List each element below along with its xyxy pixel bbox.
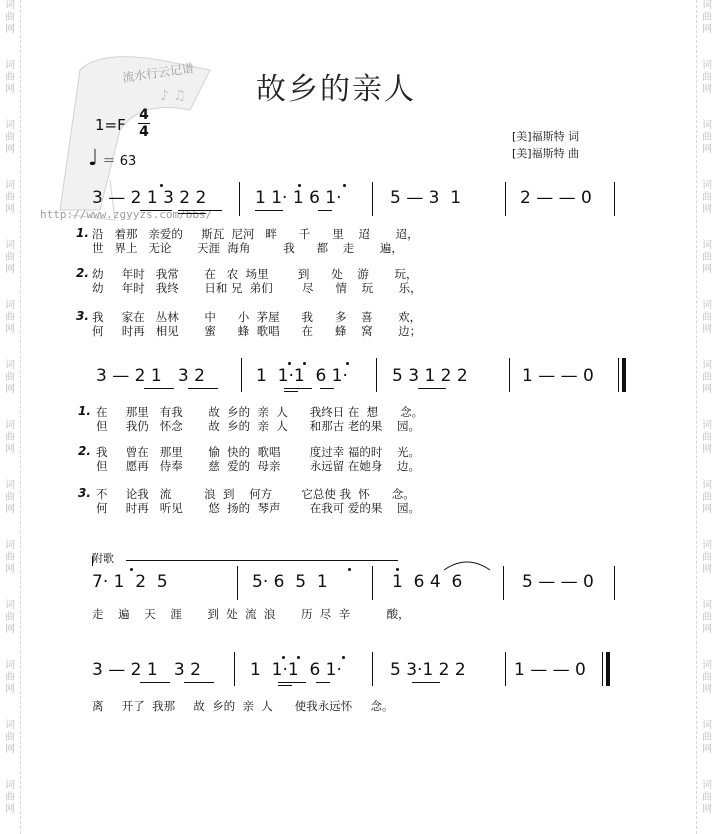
key-signature: 1=F	[95, 116, 126, 134]
eighth-underline	[255, 210, 283, 211]
tempo-value: 63	[119, 154, 137, 169]
octave-dot	[343, 184, 346, 187]
eighth-underline	[188, 388, 218, 389]
lyric-line: 沿 着那 亲爱的 斯瓦 尼河 畔 千 里 迢 迢，	[92, 227, 419, 241]
eighth-underline	[284, 388, 312, 389]
barline	[376, 358, 377, 392]
time-signature	[138, 108, 150, 139]
lyric-line: 不 论我 流 浪 到 何方 它总使 我 怀 念。	[96, 487, 415, 501]
octave-dot	[346, 362, 349, 365]
tempo-equals: ＝	[102, 154, 116, 169]
verse-number: 1.	[76, 226, 89, 240]
verse-number: 2.	[76, 266, 89, 280]
octave-dot	[130, 568, 133, 571]
verse-number: 3.	[78, 486, 91, 500]
eighth-underline	[184, 682, 214, 683]
octave-dot	[288, 362, 291, 365]
barline	[505, 182, 506, 216]
eighth-underline	[412, 682, 440, 683]
measure-3-2: 5· 6 5 1	[252, 572, 328, 592]
final-barline-thick	[606, 652, 610, 686]
barline	[372, 182, 373, 216]
octave-dot	[303, 362, 306, 365]
lyricist-credit: [美]福斯特 词	[512, 130, 580, 143]
octave-dot	[348, 568, 351, 571]
lyric-line: 我 曾在 那里 愉 快的 歌唱 度过幸 福的时 光。	[96, 445, 420, 459]
barline	[234, 652, 235, 686]
eighth-underline	[320, 388, 334, 389]
sixteenth-underline	[178, 213, 206, 214]
left-side-watermark: 词 曲 网 词 曲 网 词 曲 网 词 曲 网 词 曲 网 词 曲 网 词 曲 网 词 曲 网 词 曲 网 词 曲 网 词 曲 网 词 曲 网 词 曲 网 词 曲 网	[5, 0, 15, 815]
measure-2-2: 1 1·1 6 1·	[256, 366, 348, 386]
final-barline-thin	[602, 652, 603, 686]
eighth-underline	[278, 682, 306, 683]
lyric-line: 世 界上 无论 天涯 海角 我 都 走 遍，	[92, 241, 403, 255]
lyric-line: 走 遍 天 涯 到 处 流 浪 历 尽 辛 酸，	[92, 607, 410, 621]
barline	[239, 182, 240, 216]
measure-4-3: 5 3·1 2 2	[390, 660, 466, 680]
final-barline-thin	[618, 358, 619, 392]
octave-dot	[297, 656, 300, 659]
eighth-underline	[144, 388, 174, 389]
final-barline-thick	[622, 358, 626, 392]
lyric-line: 何 时再 相见 蜜 蜂 歌唱 在 蜂 窝 边；	[92, 324, 422, 338]
lyric-line: 我 家在 丛林 中 小 茅屋 我 多 喜 欢，	[92, 310, 422, 324]
verse-number: 2.	[78, 444, 91, 458]
watermark-title: 流水行云记谱	[121, 61, 195, 85]
measure-1-2: 1 1· 1 6 1·	[255, 188, 342, 208]
lyric-line: 幼 年时 我常 在 农 场里 到 处 游 玩，	[92, 267, 418, 281]
measure-4-4: 1 — — 0	[514, 660, 586, 680]
tempo-marking	[88, 146, 136, 171]
barline	[372, 566, 373, 600]
sixteenth-underline	[278, 685, 292, 686]
right-margin-rule	[696, 0, 697, 834]
lyric-line: 在 那里 有我 故 乡的 亲 人 我终日 在 想 念。	[96, 405, 424, 419]
song-title: 故乡的亲人	[256, 72, 416, 107]
right-side-watermark: 词 曲 网 词 曲 网 词 曲 网 词 曲 网 词 曲 网 词 曲 网 词 曲 网 词 曲 网 词 曲 网 词 曲 网 词 曲 网 词 曲 网 词 曲 网 词 曲 网	[702, 0, 712, 815]
measure-1-3: 5 — 3 1	[390, 188, 462, 208]
time-signature-top: 4	[139, 107, 149, 123]
measure-2-1: 3 — 2 1 3 2	[96, 366, 205, 386]
barline	[372, 652, 373, 686]
eighth-underline	[318, 210, 332, 211]
measure-1-4: 2 — — 0	[520, 188, 592, 208]
eighth-underline	[178, 210, 222, 211]
lyric-line: 但 愿再 侍奉 慈 爱的 母亲 永远留 在她身 边。	[96, 459, 420, 473]
barline	[505, 652, 506, 686]
octave-dot	[298, 184, 301, 187]
barline	[614, 566, 615, 600]
barline	[241, 358, 242, 392]
barline	[614, 182, 615, 216]
measure-2-3: 5 3 1 2 2	[392, 366, 468, 386]
measure-4-2: 1 1·1 6 1·	[250, 660, 342, 680]
eighth-underline	[418, 388, 446, 389]
svg-text:♪ ♫: ♪ ♫	[160, 88, 186, 104]
left-margin-rule	[20, 0, 21, 834]
appendix-label: 附歌	[92, 552, 114, 565]
barline	[509, 358, 510, 392]
measure-3-1: 7· 1 2 5	[92, 572, 168, 592]
eighth-underline	[140, 210, 172, 211]
verse-number: 3.	[76, 309, 89, 323]
time-signature-bottom: 4	[139, 124, 149, 140]
octave-dot	[282, 656, 285, 659]
barline	[503, 566, 504, 600]
verse-number: 1.	[78, 404, 91, 418]
appendix-bracket-line	[126, 560, 398, 561]
eighth-underline	[140, 682, 170, 683]
measure-2-4: 1 — — 0	[522, 366, 594, 386]
octave-dot	[396, 568, 399, 571]
barline	[237, 566, 238, 600]
composer-credit: [美]福斯特 曲	[512, 147, 580, 160]
measure-3-4: 5 — — 0	[522, 572, 594, 592]
watermark-url: http://www.zgyyzs.com/bbs/	[40, 208, 213, 221]
measure-3-3: 1 6 4 6	[392, 572, 463, 592]
lyric-line: 离 开了 我那 故 乡的 亲 人 使我永远怀 念。	[92, 699, 394, 713]
appendix-bracket-tick	[92, 556, 93, 566]
octave-dot	[342, 656, 345, 659]
octave-dot	[160, 184, 163, 187]
lyric-line: 幼 年时 我终 日和 兄 弟们 尽 情 玩 乐，	[92, 281, 422, 295]
eighth-underline	[316, 682, 330, 683]
measure-1-1: 3 — 2 1 3 2 2	[92, 188, 207, 208]
lyric-line: 但 我仍 怀念 故 乡的 亲 人 和那古 老的果 园。	[96, 419, 420, 433]
lyric-line: 何 时再 听见 悠 扬的 琴声 在我可 爱的果 园。	[96, 501, 420, 515]
slur-icon	[440, 558, 494, 572]
sixteenth-underline	[284, 391, 298, 392]
quarter-note-icon: ♩	[88, 146, 99, 171]
measure-4-1: 3 — 2 1 3 2	[92, 660, 201, 680]
